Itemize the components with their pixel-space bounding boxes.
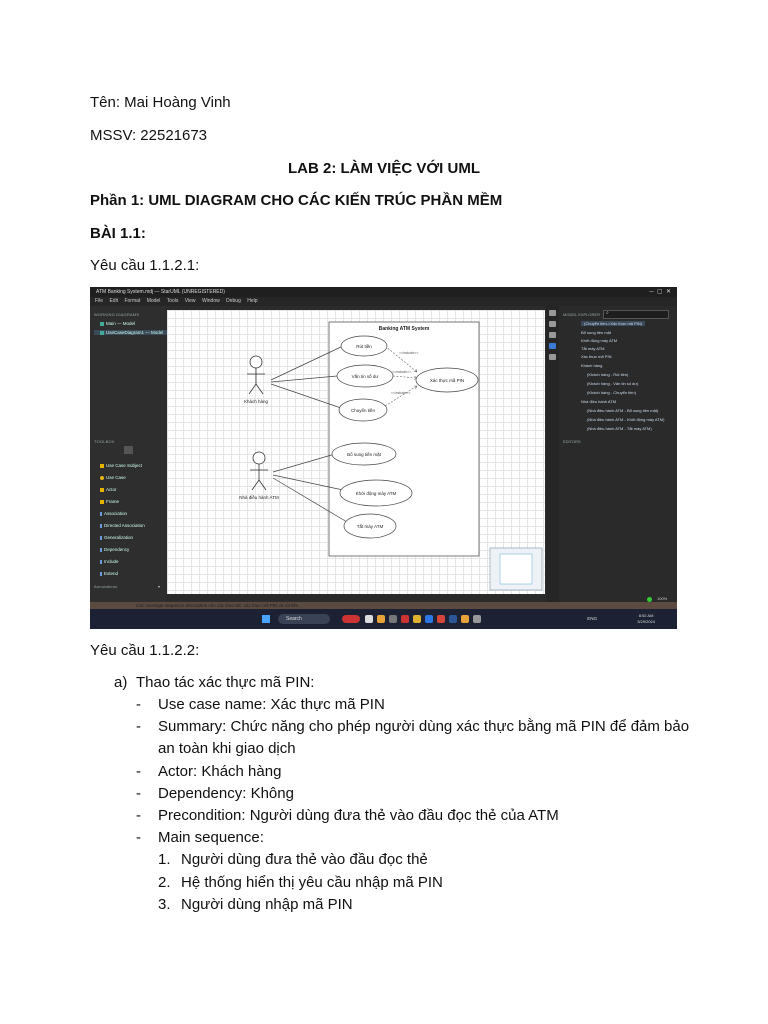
app-icon[interactable] <box>401 615 409 623</box>
dependency-icon <box>100 548 102 552</box>
usecase-withdraw-label: Rút tiền <box>356 344 372 349</box>
frame-icon <box>100 500 104 504</box>
editors-title: EDITORS <box>563 439 581 444</box>
step-text: Người dùng nhập mã PIN <box>181 896 353 913</box>
explorer-icon[interactable] <box>549 321 556 327</box>
model-item[interactable]: (Chuyển tiền->Xác thực mã PIN) <box>581 321 645 326</box>
clock-date: 3/29/2024 <box>637 619 655 624</box>
bullet-use-case-name: Use case name: Xác thực mã PIN <box>158 696 385 713</box>
model-item[interactable]: (Nhà điều hành ATM - Bổ sung tiền mặt) <box>587 408 659 413</box>
diagram-icon <box>100 322 104 326</box>
include-icon <box>100 560 102 564</box>
usecase-balance-label: Vấn tin số dư <box>351 374 379 379</box>
window-title: ATM Banking System.mdj — StarUML (UNREGISTERED) <box>96 289 225 295</box>
menu-bar <box>90 297 677 306</box>
actor-icon <box>100 488 104 492</box>
taskbar-language[interactable]: ENG <box>587 616 597 621</box>
menu-tools: Tools <box>166 298 179 304</box>
bullet-summary: Summary: Chức năng cho phép người dùng xác thực bằng mã PIN để đảm bảo <box>158 718 690 735</box>
bullet-dash: - <box>136 807 141 824</box>
menu-view: View <box>184 298 196 304</box>
menu-file: File <box>95 298 104 304</box>
bullet-dash: - <box>136 696 141 713</box>
working-diagrams-title: WORKING DIAGRAMS <box>94 312 140 317</box>
bullet-actor: Actor: Khách hàng <box>158 763 282 780</box>
window-titlebar <box>90 287 677 297</box>
generalization-icon <box>100 536 102 540</box>
weather-widget-icon[interactable] <box>342 615 360 623</box>
student-id: MSSV: 22521673 <box>90 127 208 144</box>
actor-customer <box>247 356 265 394</box>
lab-title: LAB 2: LÀM VIỆC VỚI UML <box>288 160 480 177</box>
annotations-label: Annotations <box>94 584 118 589</box>
association-icon <box>100 512 102 516</box>
actor-customer-label: Khách hàng <box>243 399 269 404</box>
toolbox-item: Dependency <box>100 547 129 552</box>
model-explorer-panel <box>559 306 677 602</box>
windows-taskbar <box>90 609 677 629</box>
bullet-main-sequence: Main sequence: <box>158 829 264 846</box>
model-item[interactable]: (Nhà điều hành ATM - Khởi động máy ATM) <box>587 417 665 422</box>
exercise-heading: BÀI 1.1: <box>90 225 146 242</box>
toolbox-item: Include <box>100 559 119 564</box>
staruml-screenshot <box>90 287 677 629</box>
window-controls-icon: ─ ▢ ✕ <box>649 289 671 295</box>
model-item[interactable]: (Khách hàng - Chuyển tiền) <box>587 390 636 395</box>
toolbox-item: Generalization <box>100 535 133 540</box>
actor-operator-label: Nhà điều hành ATM <box>239 495 279 500</box>
search-icon: ⌕ <box>606 310 609 316</box>
model-item[interactable]: (Nhà điều hành ATM - Tắt máy ATM) <box>587 426 652 431</box>
model-item[interactable]: Khởi động máy ATM <box>581 338 618 343</box>
zoom-level: 100% <box>657 596 668 601</box>
store-icon[interactable] <box>425 615 433 623</box>
api-icon[interactable] <box>549 332 556 338</box>
app-icon[interactable] <box>473 615 481 623</box>
model-item[interactable]: (Khách hàng - Rút tiền) <box>587 372 629 377</box>
bullet-summary-continued: an toàn khi giao dịch <box>158 740 296 757</box>
step-number: 1. <box>158 851 171 868</box>
clock-time: 8:52 AM <box>638 613 654 618</box>
menu-format: Format <box>124 298 141 304</box>
list-marker-a: a) <box>114 674 128 691</box>
requirement-2-heading: Yêu cầu 1.1.2.2: <box>90 642 200 659</box>
usecase-transfer-label: Chuyển tiền <box>350 408 376 413</box>
chevron-down-icon: ▾ <box>158 584 161 589</box>
item-a-title: Thao tác xác thực mã PIN: <box>136 674 315 691</box>
directed-association-icon <box>100 524 102 528</box>
layout-icon[interactable] <box>549 343 556 349</box>
menu-debug: Debug <box>226 298 241 304</box>
toolbox-item: Actor <box>100 487 117 492</box>
app-icon[interactable] <box>437 615 445 623</box>
usecase-pin-label: Xác thực mã PIN <box>429 378 465 383</box>
working-diagram-item: Main — Model <box>100 321 135 326</box>
extension-icon[interactable] <box>549 310 556 316</box>
taskbar-search[interactable] <box>278 614 330 624</box>
toolbox-item: Extend <box>100 571 118 576</box>
usecase-stop-label: Tắt máy ATM <box>356 524 384 529</box>
menu-help: Help <box>247 298 258 304</box>
include-label-2: <<include>> <box>392 370 412 374</box>
include-label-1: <<include>> <box>399 351 419 355</box>
app-icon[interactable] <box>365 615 373 623</box>
step-text: Người dùng đưa thẻ vào đầu đọc thẻ <box>181 851 428 868</box>
app-icon[interactable] <box>389 615 397 623</box>
chrome-icon[interactable] <box>377 615 385 623</box>
system-title: Banking ATM System <box>378 326 430 332</box>
toolbox-item: Association <box>100 511 127 516</box>
explorer-search-input[interactable] <box>603 310 669 319</box>
background-document-strip: Các message sequence description cho các thao tác: xác thực mã PIN và rút tiền <box>90 602 677 609</box>
cursor-tool-icon <box>124 446 133 454</box>
actor-operator <box>250 452 268 490</box>
left-panel <box>90 306 166 602</box>
model-explorer-title: MODEL EXPLORER <box>563 312 600 317</box>
toolbox-title: TOOLBOX <box>94 439 115 444</box>
student-name: Tên: Mai Hoàng Vinh <box>90 94 231 111</box>
subject-icon <box>100 464 104 468</box>
usecase-start-label: Khởi động máy ATM <box>355 491 397 496</box>
toolbox-item: Use Case Subject <box>100 463 142 468</box>
menu-model: Model <box>146 298 161 304</box>
toolbox-item: Use Case <box>100 475 126 480</box>
step-text: Hệ thống hiển thị yêu cầu nhập mã PIN <box>181 874 443 891</box>
model-item[interactable]: Bổ sung tiền mặt <box>581 330 612 335</box>
folder-icon[interactable] <box>413 615 421 623</box>
bullet-dash: - <box>136 829 141 846</box>
bullet-dash: - <box>136 785 141 802</box>
bullet-precondition: Precondition: Người dùng đưa thẻ vào đầu đọc thẻ của ATM <box>158 807 559 824</box>
diagram-icon <box>100 331 104 335</box>
right-icon-strip <box>546 306 559 602</box>
taskbar-clock[interactable] <box>637 613 655 625</box>
model-item[interactable]: Nhà điều hành ATM <box>581 399 617 404</box>
requirement-1-heading: Yêu cầu 1.1.2.1: <box>90 257 200 274</box>
bullet-dependency: Dependency: Không <box>158 785 294 802</box>
step-number: 3. <box>158 896 171 913</box>
diagram-canvas <box>167 310 545 594</box>
bullet-dash: - <box>136 718 141 735</box>
share-icon[interactable] <box>549 354 556 360</box>
extend-icon <box>100 572 102 576</box>
part-title: Phần 1: UML DIAGRAM CHO CÁC KIẾN TRÚC PHẦN MỀM <box>90 192 503 209</box>
staruml-icon[interactable] <box>461 615 469 623</box>
model-item[interactable]: Xác thực mã PIN <box>581 354 612 359</box>
windows-start-icon[interactable] <box>262 615 270 623</box>
search-label: Search <box>286 616 302 622</box>
menu-edit: Edit <box>109 298 119 304</box>
toolbox-item: Directed Association <box>100 523 145 528</box>
model-item[interactable]: Tắt máy ATM <box>581 346 605 351</box>
working-diagram-item: UseCaseDiagram1 — Model <box>94 330 168 335</box>
model-item[interactable]: Khách hàng <box>581 363 603 368</box>
usecase-refill-label: Bổ sung tiền mặt <box>347 452 381 457</box>
include-label-3: <<include>> <box>391 391 411 395</box>
bullet-dash: - <box>136 763 141 780</box>
usecase-icon <box>100 476 104 480</box>
step-number: 2. <box>158 874 171 891</box>
menu-window: Window <box>201 298 220 304</box>
toolbox-item: Frame <box>100 499 119 504</box>
model-item[interactable]: (Khách hàng - Vấn tin số dư) <box>587 381 639 386</box>
minimap-viewport[interactable] <box>500 554 532 584</box>
word-icon[interactable] <box>449 615 457 623</box>
